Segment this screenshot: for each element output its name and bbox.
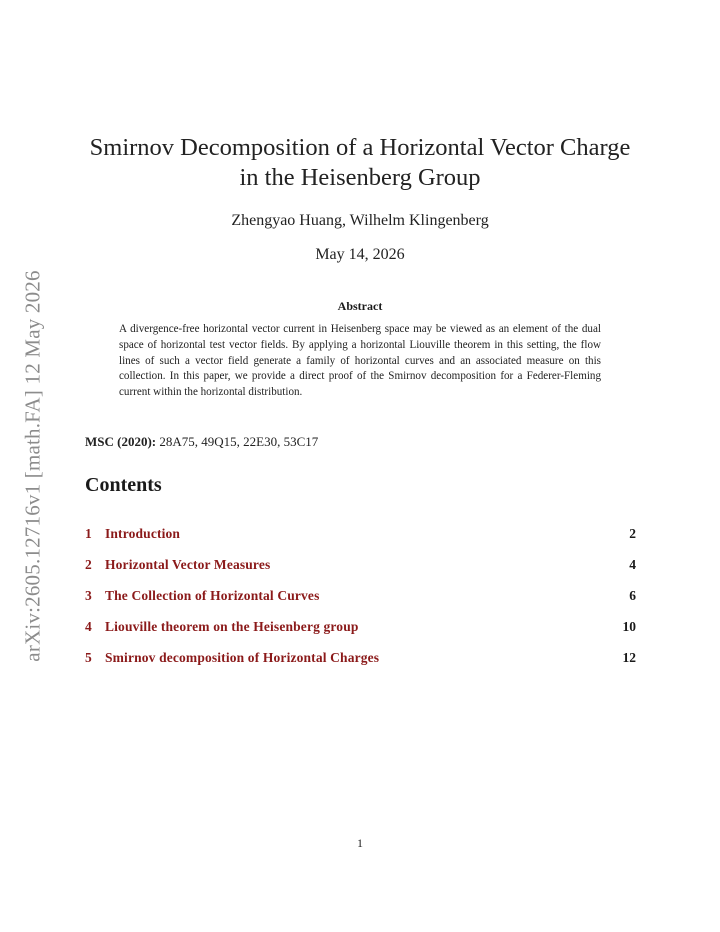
toc-item-liouville-theorem[interactable] xyxy=(85,619,636,650)
toc-item-page: 12 xyxy=(622,650,636,665)
abstract-heading: Abstract xyxy=(337,299,383,313)
toc-item-page: 2 xyxy=(629,526,636,541)
toc-item-page: 10 xyxy=(622,619,636,634)
toc-item-number: 3 xyxy=(85,588,92,603)
toc-item-introduction[interactable] xyxy=(85,526,636,557)
arxiv-identifier-stamp: arXiv:2605.12716v1 [math.FA] 12 May 2026 xyxy=(20,270,45,662)
toc-item-title: The Collection of Horizontal Curves xyxy=(105,588,320,603)
paper-title-line-2: in the Heisenberg Group xyxy=(239,164,481,191)
toc-item-number: 4 xyxy=(85,619,92,634)
toc-item-number: 5 xyxy=(85,650,92,665)
contents-heading: Contents xyxy=(85,474,162,496)
toc-item-title: Horizontal Vector Measures xyxy=(105,557,271,572)
msc-classification xyxy=(85,434,318,450)
toc-item-title: Introduction xyxy=(105,526,181,541)
toc-item-title: Liouville theorem on the Heisenberg group xyxy=(105,619,359,634)
msc-label: MSC (2020): xyxy=(85,434,157,449)
table-of-contents xyxy=(85,526,636,681)
paper-authors: Zhengyao Huang, Wilhelm Klingenberg xyxy=(231,212,489,229)
toc-item-page: 6 xyxy=(629,588,636,603)
toc-item-smirnov-decomposition[interactable] xyxy=(85,650,636,681)
toc-item-page: 4 xyxy=(629,557,636,572)
paper-title-line-1: Smirnov Decomposition of a Horizontal Vector Charge xyxy=(89,134,631,161)
abstract-text: A divergence-free horizontal vector current in Heisenberg space may be viewed as an element of the dual space of horizontal test vector fields. By applying a horizontal Liouville theorem in this setting, the flow lines of such a vector field generate a family of horizontal curves and an associated measure on this collection. In this paper, we provide a direct proof of the Smirnov decomposition for a Federer-Fleming current within the horizontal distribution. xyxy=(119,323,601,399)
toc-item-title: Smirnov decomposition of Horizontal Charges xyxy=(105,650,380,665)
toc-item-horizontal-vector-measures[interactable] xyxy=(85,557,636,588)
toc-item-number: 2 xyxy=(85,557,92,572)
paper-date: May 14, 2026 xyxy=(315,246,405,263)
page-number: 1 xyxy=(357,836,363,850)
msc-codes: 28A75, 49Q15, 22E30, 53C17 xyxy=(159,434,319,449)
toc-item-number: 1 xyxy=(85,526,92,541)
toc-item-collection-of-horizontal-curves[interactable] xyxy=(85,588,636,619)
paper-title xyxy=(0,133,720,193)
